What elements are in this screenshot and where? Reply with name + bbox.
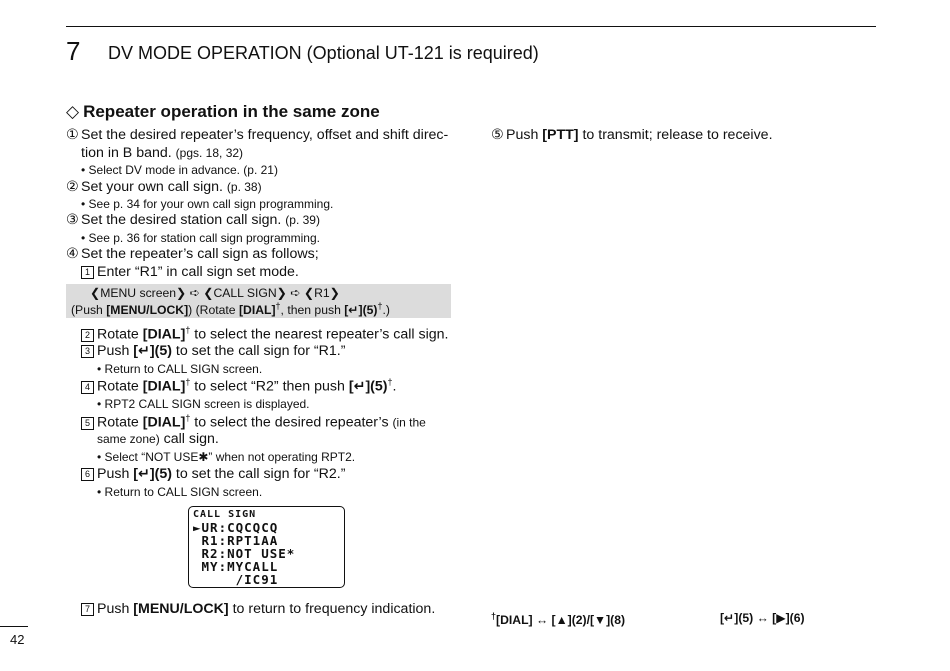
lcd-suffix-line: /IC91 — [193, 572, 279, 587]
step-text: tion in B band. — [81, 145, 172, 161]
substep-7 — [81, 601, 435, 617]
substep-number: 5 — [81, 417, 94, 430]
substep-number: 2 — [81, 329, 94, 342]
dagger-mark: † — [377, 301, 383, 311]
substep-1 — [81, 264, 299, 280]
substep-5-cont — [97, 431, 219, 447]
step-2 — [66, 179, 262, 195]
key-label: [DIAL] — [142, 414, 186, 431]
footer-dial-map — [491, 611, 625, 627]
key-label: [DIAL] — [142, 326, 186, 343]
key-label: [MENU/LOCK] — [133, 601, 229, 617]
substep-number: 7 — [81, 603, 94, 616]
lcd-ur-line: ►UR:CQCQCQ — [193, 520, 279, 535]
dagger-mark: † — [185, 325, 191, 335]
chapter-title: DV MODE OPERATION (Optional UT-121 is required) — [108, 43, 539, 63]
menu-flow-path: ❮MENU screen❯ ➪ ❮CALL SIGN❯ ➪ ❮R1❯ — [90, 286, 340, 300]
substep-5 — [81, 413, 426, 431]
step-number: ② — [66, 179, 79, 195]
step-text: Set the desired repeater’s frequency, offset and shift direc- — [81, 127, 449, 143]
step-1-line-b — [81, 145, 243, 161]
dagger-mark: † — [387, 377, 393, 387]
menu-flow-box — [66, 284, 451, 318]
page-ref: (p. 39) — [285, 213, 320, 227]
step-4 — [66, 246, 319, 262]
page-number: 42 — [10, 632, 25, 647]
substep-text: Rotate — [97, 378, 143, 395]
step-5 — [491, 127, 773, 143]
substep-text: call sign. — [159, 431, 219, 447]
flow-text: (Push — [71, 303, 107, 318]
key-label: [↵](5) — [133, 466, 172, 482]
dagger-mark: † — [491, 611, 497, 621]
page-ref: (p. 38) — [226, 180, 262, 194]
dagger-mark: † — [275, 301, 281, 311]
dagger-mark: † — [185, 413, 191, 423]
dagger-mark: † — [185, 377, 191, 387]
substep-text: to return to frequency indication. — [228, 601, 436, 617]
lcd-header: CALL SIGN — [193, 509, 257, 520]
flow-text: ) (Rotate — [188, 303, 239, 318]
substep-text: to set the call sign for “R2.” — [171, 466, 346, 482]
step-number: ③ — [66, 212, 79, 228]
key-label: [↵](5) — [348, 378, 388, 395]
section-title — [66, 102, 380, 122]
substep-text: to select the desired repeater’s — [190, 414, 393, 431]
substep-text: . — [392, 378, 397, 395]
step-text: Set your own call sign. — [81, 179, 223, 195]
step-3-note: • See p. 36 for station call sign programming. — [81, 231, 320, 245]
menu-flow-instructions — [71, 301, 390, 317]
step-number: ④ — [66, 246, 79, 262]
substep-6 — [81, 466, 345, 482]
substep-number: 4 — [81, 381, 94, 394]
step-text: Set the desired station call sign. — [81, 212, 282, 228]
step-text: Set the repeater’s call sign as follows; — [81, 246, 319, 262]
substep-text: same zone) — [97, 432, 160, 446]
substep-3 — [81, 343, 345, 359]
substep-text: to set the call sign for “R1.” — [171, 343, 346, 359]
substep-text: Push — [97, 343, 134, 359]
step-text: to transmit; release to receive. — [578, 127, 773, 143]
lcd-r1-line: R1:RPT1AA — [193, 533, 279, 548]
step-3 — [66, 212, 320, 228]
key-label: [DIAL] — [142, 378, 186, 395]
substep-text: to select the nearest repeater’s call sign. — [190, 326, 449, 343]
key-label: [DIAL] — [238, 303, 276, 318]
flow-text: , then push — [280, 303, 345, 318]
substep-number: 6 — [81, 468, 94, 481]
substep-2 — [81, 325, 448, 343]
page-ref: (pgs. 18, 32) — [175, 146, 244, 160]
footer-text: [DIAL] ↔ [▲](2)/[▼](8) — [496, 613, 626, 628]
substep-4-note: • RPT2 CALL SIGN screen is displayed. — [97, 397, 310, 411]
substep-text: Rotate — [97, 326, 143, 343]
step-1-line-a — [66, 127, 448, 143]
lcd-my-line: MY:MYCALL — [193, 559, 279, 574]
flow-text: .) — [382, 303, 390, 318]
substep-5-note: • Select “NOT USE✱” when not operating RPT2. — [97, 450, 356, 464]
section-title-text: Repeater operation in the same zone — [83, 102, 380, 121]
substep-3-note: • Return to CALL SIGN screen. — [97, 362, 263, 376]
footer-enter-map: [↵](5) ↔ [▶](6) — [720, 611, 805, 625]
substep-text: Enter “R1” in call sign set mode. — [97, 264, 299, 280]
diamond-icon: ◇ — [66, 102, 80, 121]
lcd-r2-line: R2:NOT USE* — [193, 546, 296, 561]
substep-4 — [81, 377, 397, 395]
substep-6-note: • Return to CALL SIGN screen. — [97, 485, 263, 499]
key-label: [↵](5) — [133, 343, 172, 359]
page-number-rule — [0, 626, 28, 627]
substep-text: Push — [97, 601, 134, 617]
step-2-note: • See p. 34 for your own call sign programming. — [81, 197, 334, 211]
key-label: [PTT] — [542, 127, 579, 143]
top-rule — [66, 26, 876, 27]
step-1-note: • Select DV mode in advance. (p. 21) — [81, 163, 278, 177]
substep-number: 1 — [81, 266, 94, 279]
step-number: ⑤ — [491, 127, 504, 143]
substep-text: Push — [97, 466, 134, 482]
step-number: ① — [66, 127, 79, 143]
call-sign-lcd — [188, 506, 345, 588]
chapter-number: 7 — [66, 36, 81, 66]
key-label: [↵](5) — [344, 303, 378, 318]
step-text: Push — [506, 127, 543, 143]
substep-text: Rotate — [97, 414, 143, 431]
substep-text: (in the — [392, 415, 426, 430]
substep-number: 3 — [81, 345, 94, 358]
key-label: [MENU/LOCK] — [106, 303, 189, 318]
substep-text: to select “R2” then push — [190, 378, 349, 395]
